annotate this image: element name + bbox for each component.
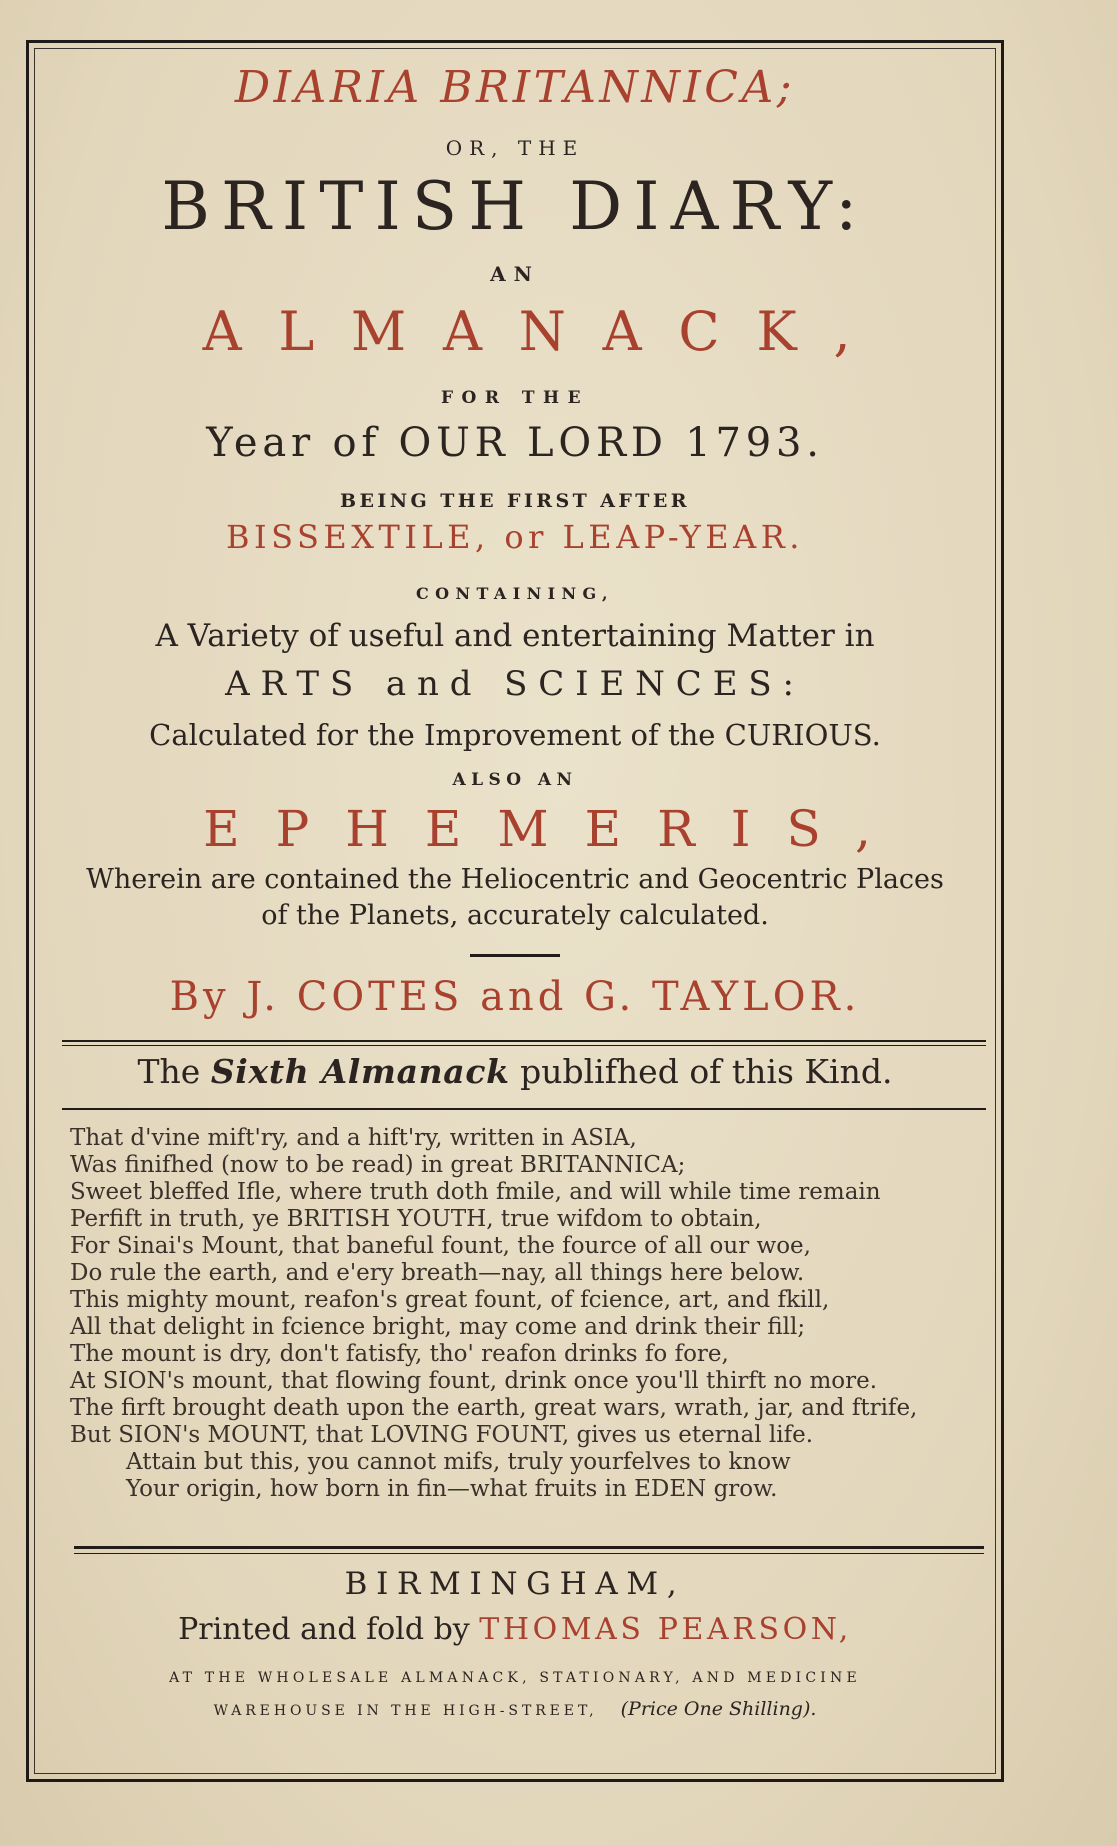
verse-line: The mount is dry, don't fatisfy, tho' reafon drinks fo fore,	[70, 1341, 729, 1367]
divider-above-imprint-2	[74, 1553, 984, 1554]
contents-line-3: Calculated for the Improvement of the CURIOUS.	[149, 718, 881, 752]
verse-line: That d'vine mift'ry, and a hift'ry, written in ASIA,	[70, 1125, 637, 1151]
verse-line: Your origin, how born in fin—what fruits in EDEN grow.	[126, 1476, 778, 1502]
also-an: ALSO AN	[452, 770, 578, 790]
imprint-printed	[40, 1612, 990, 1647]
imprint-printed-pre: Printed and fold by	[178, 1612, 470, 1647]
edition-pre: The	[137, 1052, 201, 1091]
title-or-the: OR, THE	[445, 136, 585, 160]
authors: By J. COTES and G. TAYLOR.	[169, 974, 861, 1020]
verse-line: Do rule the earth, and e'ery breath—nay, all things here below.	[70, 1260, 805, 1286]
title-being-first: BEING THE FIRST AFTER	[340, 490, 690, 512]
ephemeris: EPHEMERIS,	[203, 800, 907, 858]
title-latin: DIARIA BRITANNICA;	[234, 62, 796, 113]
verse-line: The firft brought death upon the earth, great wars, wrath, jar, and ftrife,	[70, 1395, 918, 1421]
imprint-printer: THOMAS PEARSON,	[479, 1612, 852, 1647]
ephemeris-desc-2: of the Planets, accurately calculated.	[261, 900, 769, 931]
verse-line: But SION's MOUNT, that LOVING FOUNT, gives us eternal life.	[70, 1422, 814, 1448]
verse-line: This mighty mount, reafon's great fount, of fcience, art, and fkill,	[70, 1287, 830, 1313]
verse-line: Sweet bleffed Ifle, where truth doth fmile, and will while time remain	[70, 1179, 881, 1205]
edition-blackletter: Sixth Almanack	[210, 1052, 510, 1091]
ephemeris-desc-1: Wherein are contained the Heliocentric and Geocentric Places	[86, 864, 944, 895]
verse-line: Perfift in truth, ye BRITISH YOUTH, true wifdom to obtain,	[70, 1206, 762, 1232]
edition	[40, 1052, 990, 1091]
imprint-city: BIRMINGHAM,	[344, 1566, 686, 1602]
title-for-the: FOR THE	[440, 388, 590, 408]
verse-line: At SION's mount, that flowing fount, drink once you'll thirft no more.	[70, 1368, 878, 1394]
contents-line-2: ARTS and SCIENCES:	[225, 664, 805, 704]
edition-post: publifhed of this Kind.	[520, 1052, 893, 1091]
divider-above-edition-2	[62, 1045, 986, 1046]
title-leap-year: BISSEXTILE, or LEAP-YEAR.	[226, 518, 804, 556]
verse-line: Attain but this, you cannot mifs, truly yourfelves to know	[126, 1449, 791, 1475]
imprint-address-2	[40, 1698, 990, 1720]
divider-below-edition	[62, 1108, 986, 1110]
imprint-address-2-text: WAREHOUSE IN THE HIGH-STREET,	[213, 1703, 598, 1719]
contents-line-1: A Variety of useful and entertaining Matter in	[155, 618, 875, 654]
divider-above-imprint	[74, 1546, 984, 1549]
imprint-address-1: AT THE WHOLESALE ALMANACK, STATIONARY, AND MEDICINE	[169, 1670, 861, 1686]
contents-heading: CONTAINING,	[415, 584, 615, 603]
verse-line: Was finifhed (now to be read) in great BRITANNICA;	[70, 1152, 686, 1178]
title-year: Year of OUR LORD 1793.	[206, 420, 824, 466]
verse-line: For Sinai's Mount, that baneful fount, the fource of all our woe,	[70, 1233, 811, 1259]
divider-above-edition	[62, 1040, 986, 1042]
title-british-diary: BRITISH DIARY:	[161, 168, 869, 245]
short-divider	[470, 954, 560, 957]
imprint-price: (Price One Shilling).	[620, 1698, 817, 1720]
title-almanack: ALMANACK,	[202, 300, 888, 363]
verse-line: All that delight in fcience bright, may come and drink their fill;	[70, 1314, 806, 1340]
title-an: AN	[490, 262, 540, 286]
